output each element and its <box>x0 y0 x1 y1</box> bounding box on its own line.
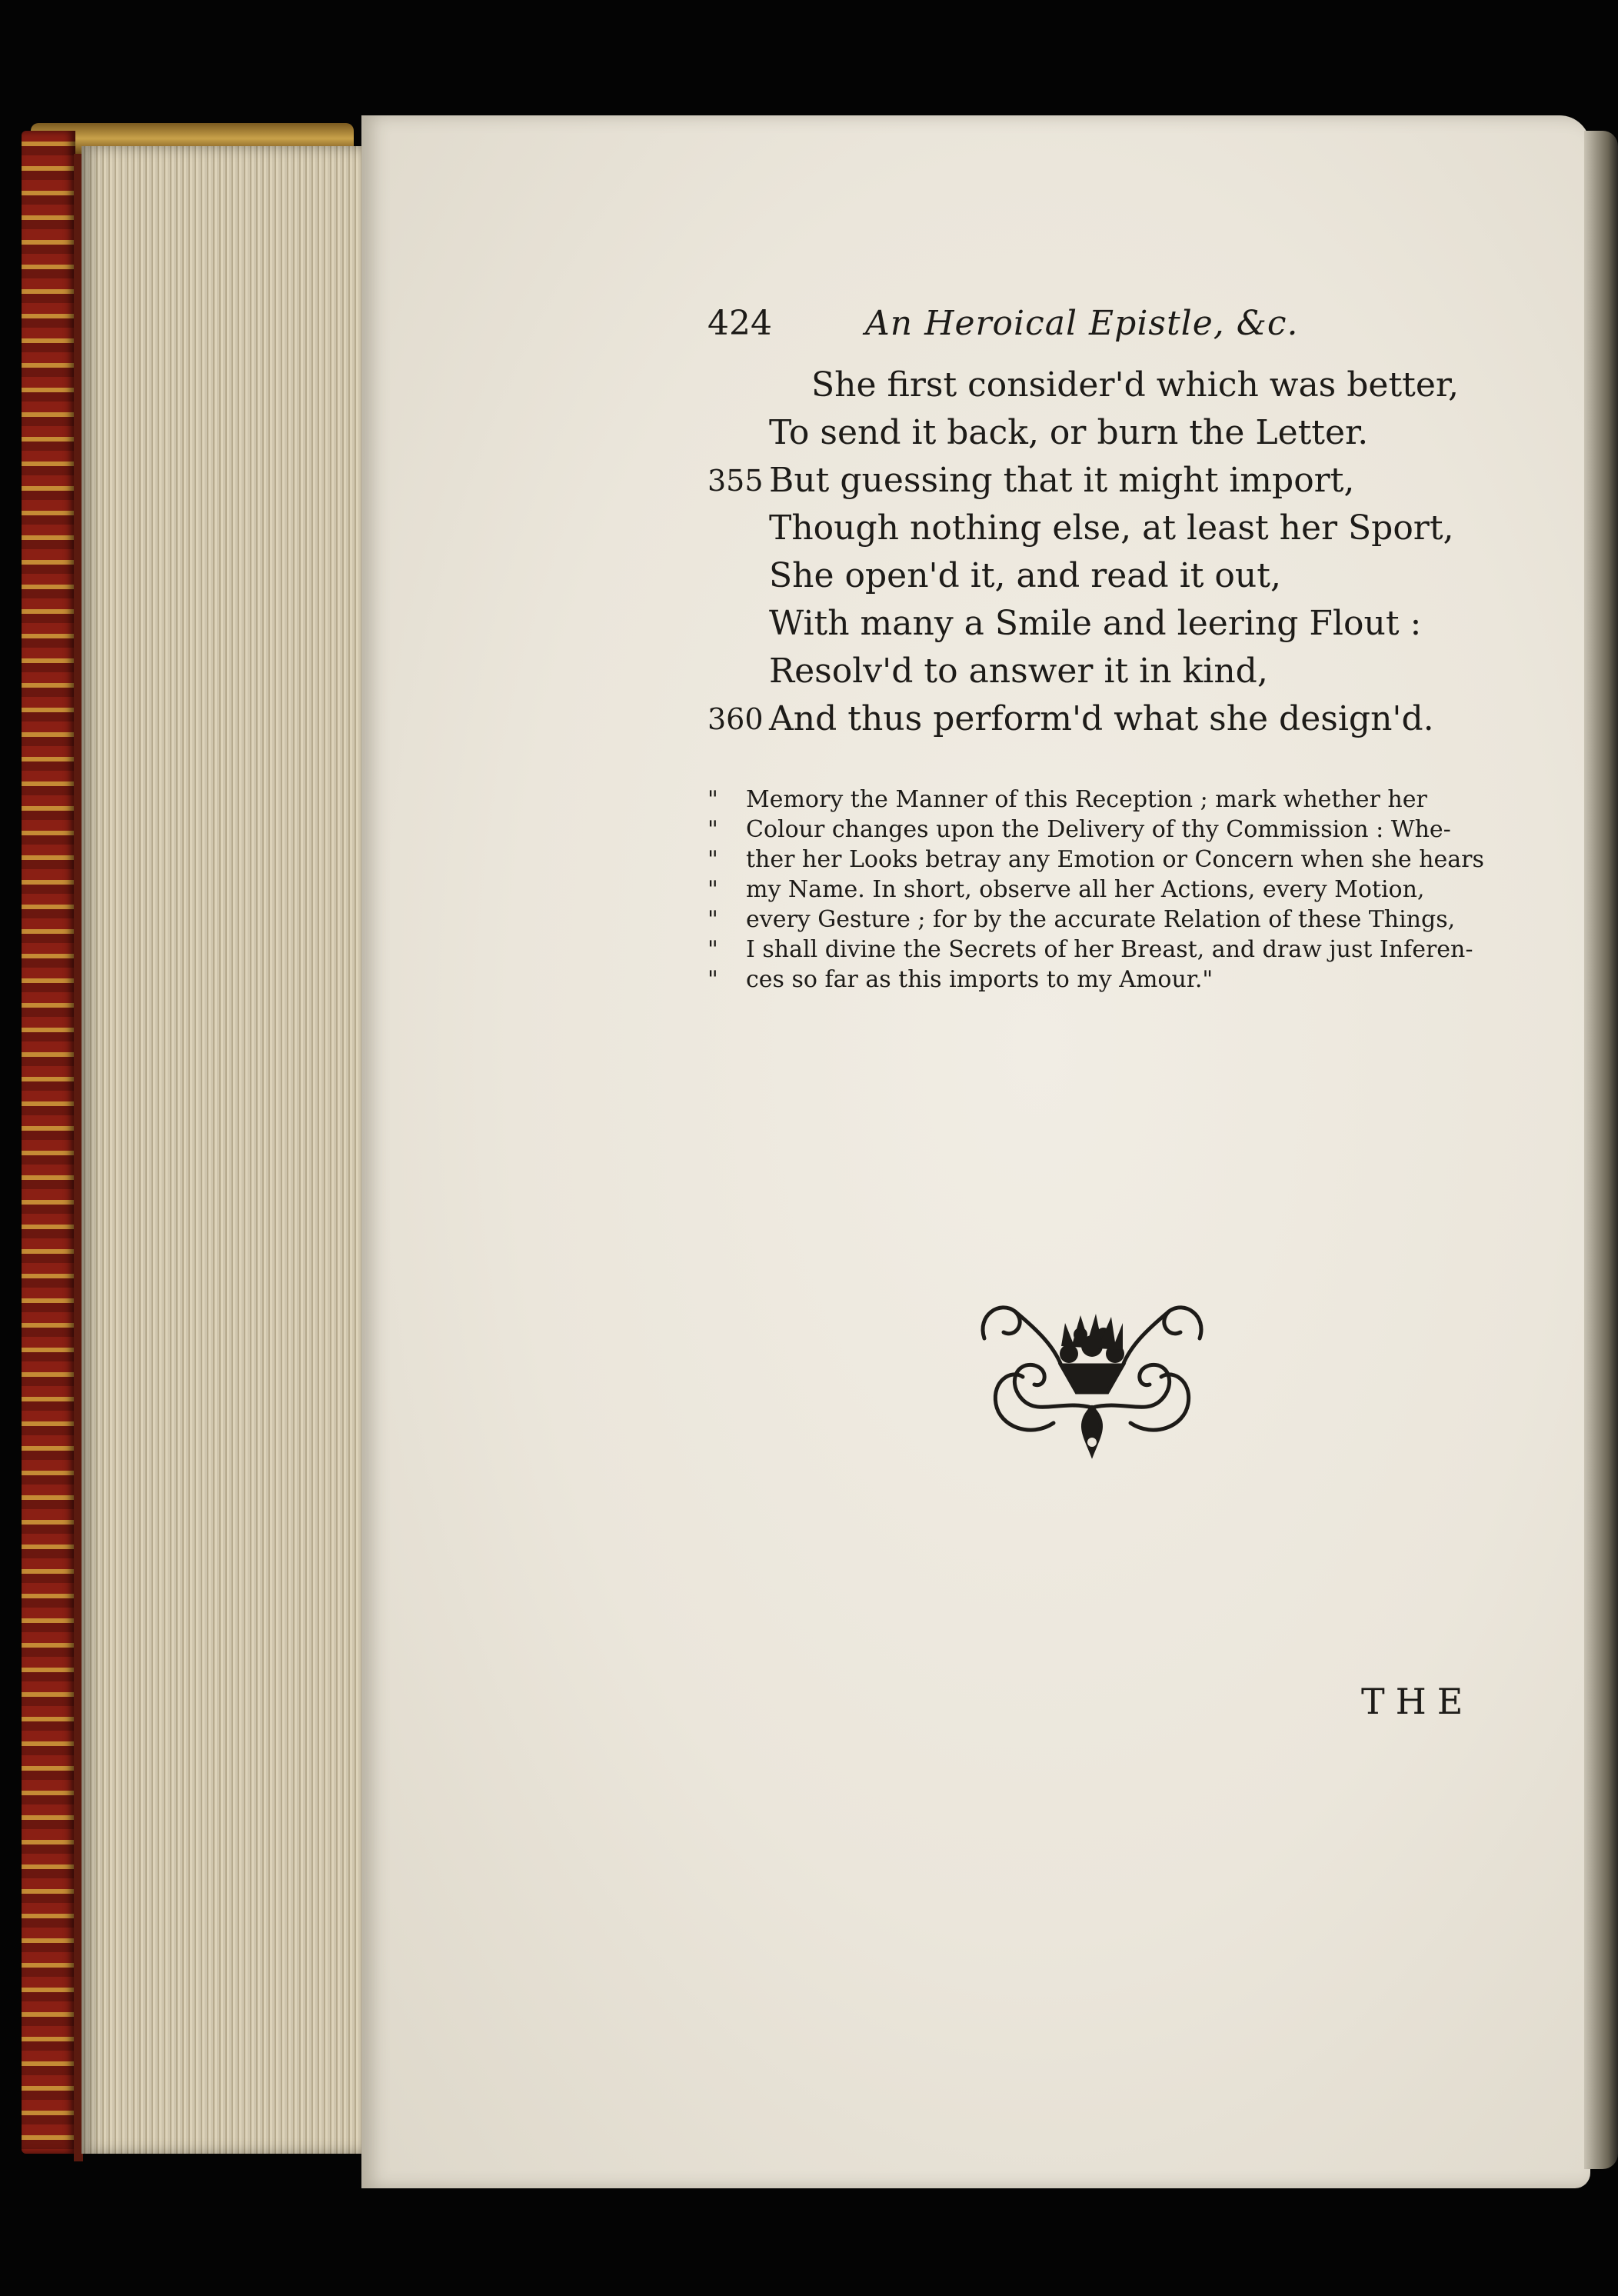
quotation-mark: " <box>707 966 718 993</box>
footnote-line <box>707 815 1500 845</box>
footnote-line <box>707 905 1500 935</box>
footnote-text: every Gesture ; for by the accurate Relation of these Things, <box>746 906 1456 933</box>
quotation-mark: " <box>707 906 718 933</box>
verse-text: And thus perform'd what she design'd. <box>769 699 1434 738</box>
verse-line <box>707 648 1477 695</box>
verse-text: She first consider'd which was better, <box>811 365 1460 405</box>
footnote-text: ther her Looks betray any Emotion or Concern when she hears <box>746 846 1484 873</box>
verse-text: But guessing that it might import, <box>769 461 1355 500</box>
line-number: 360 <box>707 702 764 736</box>
footnote-line <box>707 875 1500 905</box>
footnote-text: Memory the Manner of this Reception ; mark whether her <box>746 786 1427 813</box>
quotation-mark: " <box>707 846 718 873</box>
verse-line <box>707 552 1477 600</box>
footnote-block <box>707 785 1500 995</box>
page-header <box>707 304 1384 358</box>
book-spine <box>22 131 75 2154</box>
quotation-mark: " <box>707 816 718 843</box>
verse-text: To send it back, or burn the Letter. <box>769 413 1369 452</box>
page-block-left <box>82 146 366 2154</box>
floral-vase-tailpiece-icon <box>969 1292 1215 1461</box>
footnote-line <box>707 935 1500 965</box>
line-number: 355 <box>707 464 764 498</box>
page-right-edge <box>1584 131 1618 2169</box>
verse-block <box>707 362 1477 743</box>
footnote-line <box>707 845 1500 875</box>
footnote-text: my Name. In short, observe all her Actions, every Motion, <box>746 876 1425 903</box>
verse-text: With many a Smile and leering Flout : <box>769 604 1422 643</box>
verse-text: Resolv'd to answer it in kind, <box>769 651 1268 691</box>
verse-line <box>707 362 1477 409</box>
verse-line <box>707 409 1477 457</box>
running-title: An Heroical Epistle, &c. <box>865 304 1299 343</box>
footnote-line <box>707 965 1500 995</box>
footnote-text: I shall divine the Secrets of her Breast, and draw just Inferen- <box>746 936 1473 963</box>
footnote-text: Colour changes upon the Delivery of thy Commission : Whe- <box>746 816 1451 843</box>
verse-text: Though nothing else, at least her Sport, <box>769 508 1454 548</box>
verse-line <box>707 600 1477 648</box>
verse-line <box>707 505 1477 552</box>
quotation-mark: " <box>707 936 718 963</box>
page-number: 424 <box>707 304 772 343</box>
quotation-mark: " <box>707 876 718 903</box>
catchword: THE <box>1361 1681 1474 1722</box>
footnote-text: ces so far as this imports to my Amour." <box>746 966 1214 993</box>
verse-text: She open'd it, and read it out, <box>769 556 1281 595</box>
verse-line <box>707 695 1477 743</box>
verse-line <box>707 457 1477 505</box>
quotation-mark: " <box>707 786 718 813</box>
footnote-line <box>707 785 1500 815</box>
